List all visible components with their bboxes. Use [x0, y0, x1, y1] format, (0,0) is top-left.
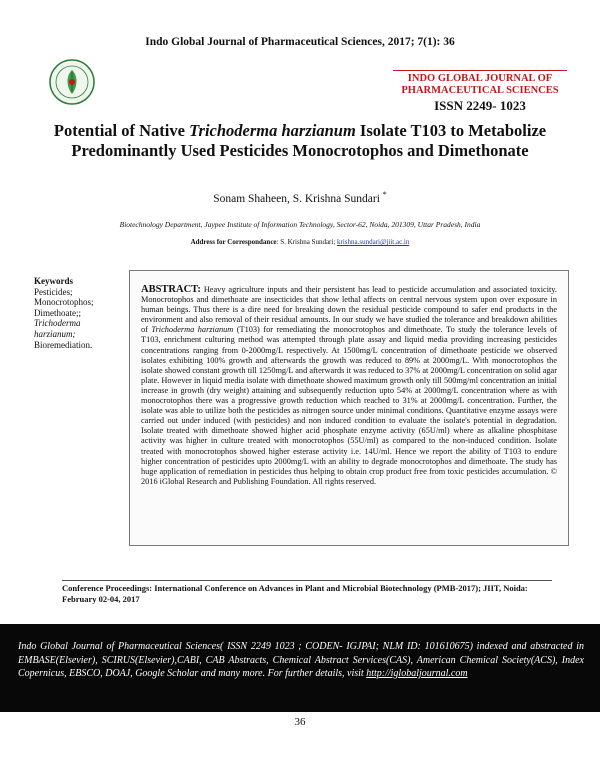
keyword-item: Bioremediation. [34, 339, 93, 350]
keyword-item: Trichoderma [34, 318, 81, 329]
seal-logo-icon [48, 58, 96, 106]
correspondence-address [0, 238, 600, 246]
keyword-item: Dimethoate;; [34, 307, 81, 318]
corresponding-author-mark: * [382, 190, 387, 199]
correspondence-email-link[interactable]: krishna.sundari@jiit.ac.in [337, 238, 410, 246]
journal-name-box [393, 70, 567, 114]
keywords-heading: Keywords [34, 276, 73, 286]
author-list [0, 190, 600, 205]
affiliation: Biotechnology Department, Jaypee Institute of Information Technology, Sector-62, Noida, 201309, Uttar Pradesh, India [119, 220, 481, 229]
keyword-item: Pesticides; [34, 286, 73, 297]
title-part1: Potential of Native [53, 121, 190, 140]
keyword-item: harzianum; [34, 328, 76, 339]
abstract-text-1: Heavy agriculture inputs and their persistent has lead to pesticide accumulation and associated toxicity. Monocrotophos and dimethoate are insecticides that show lethal affects on central nervous system upon over exposure in human beings. Thus there is a dire need for breaking down the residual pesticide compound to safer end products in the environment and also removal of their residual amounts. In our study we have studied the tolerance and breakdown abilities of [141, 285, 557, 335]
journal-citation-header: Indo Global Journal of Pharmaceutical Sciences, 2017; 7(1): 36 [145, 36, 455, 48]
conference-proceedings: Conference Proceedings: International Conference on Advances in Plant and Microbial Biotechnology (PMB-2017); JIIT, Noida: February 02-04, 2017 [62, 583, 528, 604]
indexing-banner-text [18, 640, 584, 681]
indexing-text: Indo Global Journal of Pharmaceutical Sciences( ISSN 2249 1023 ; CODEN- IGJPAI; NLM ID: 101610675) indexed and abstracted in EMBASE(Elsevier), SCIRUS(Elsevier),CABI, CAB Abstracts, Chemical Abstract Services(CAS), American Chemical Society(ACS), Index Copernicus, EBSCO, DOAJ, Google Scholar and many more. For further details, visit [18, 641, 584, 679]
journal-box-rule [393, 70, 567, 71]
article-title [20, 121, 580, 161]
correspondence-label: Address for Correspondance [190, 238, 277, 246]
authors-names: Sonam Shaheen, S. Krishna Sundari [213, 192, 380, 205]
section-divider [62, 580, 552, 581]
abstract-heading: ABSTRACT: [141, 284, 201, 295]
journal-name-line1: INDO GLOBAL JOURNAL OF [407, 73, 553, 84]
correspondence-name: : S. Krishna Sundari; [276, 238, 338, 246]
journal-issn: ISSN 2249- 1023 [434, 98, 526, 113]
keyword-item: Monocrotophos; [34, 297, 94, 308]
abstract-box [129, 270, 569, 546]
title-part2: Isolate T103 to Metabolize Predominantly Used Pesticides Monocrotophos and Dimethonate [71, 121, 547, 160]
page-number: 36 [294, 716, 306, 728]
journal-name-line2: PHARMACEUTICAL SCIENCES [401, 85, 559, 96]
abstract-text-2: (T103) for remediating the monocrotophos and dimethoate. To study the tolerance levels of T103, enrichment culturing method was attempted through plate assay and liquid media providing increasing pesticides concentrations ranging from 0-2000mg/L respectively. At 1500mg/L concentration of dimethoate pesticide we observed isolates exhibiting 100% growth and afterwards the growth was reduced to 89% at 2000mg/L. With monocrotophos the isolate showed constant growth till 1250mg/L and afterwards it was reduced to 37% at 2000mg/L concentration on solid agar plate. However in liquid media isolate with dimethoate showed maximum growth only till 500mg/ml concentration an initial increase in growth (dry weight) attaining and subsequently reduction upto 54% at 2000mg/L concentration where as with monocrotophos there was a progressive growth reduction which reached to 31% at 2000mg/L concentration. Further, the isolate was able to utilize both the pesticides as nitrogen source under minimal conditions. Quantitative enzyme assays were carried out under induced (with pesticides) and non induced condition to evaluate the isolate's potential in degradation. Isolate treated with dimethoate showed higher acid phosphate enzyme activity (65U/ml) where as alkaline phosphitase activity was higher in culture treated with monocrotophos (55U/ml) as compared to the non-induced condition. Isolate treated with monocrotophos showed higher esterase activity i.e. 14U/ml. Hence we report the ability of T103 to endure higher concentration of pesticides upto 2000mg/L with an ability to degrade monocrotophos and dimethoate. The study has huge application of remediation in pesticides thus helping to obtain crop product free from toxic pesticides accumulation. © 2016 iGlobal Research and Publishing Foundation. All rights reserved. [141, 325, 557, 486]
keywords-block [34, 276, 126, 350]
abstract-species: Trichoderma harzianum [151, 325, 234, 335]
title-species: Trichoderma harzianum [189, 121, 356, 140]
journal-website-link[interactable]: http://iglobaljournal.com [366, 668, 468, 679]
